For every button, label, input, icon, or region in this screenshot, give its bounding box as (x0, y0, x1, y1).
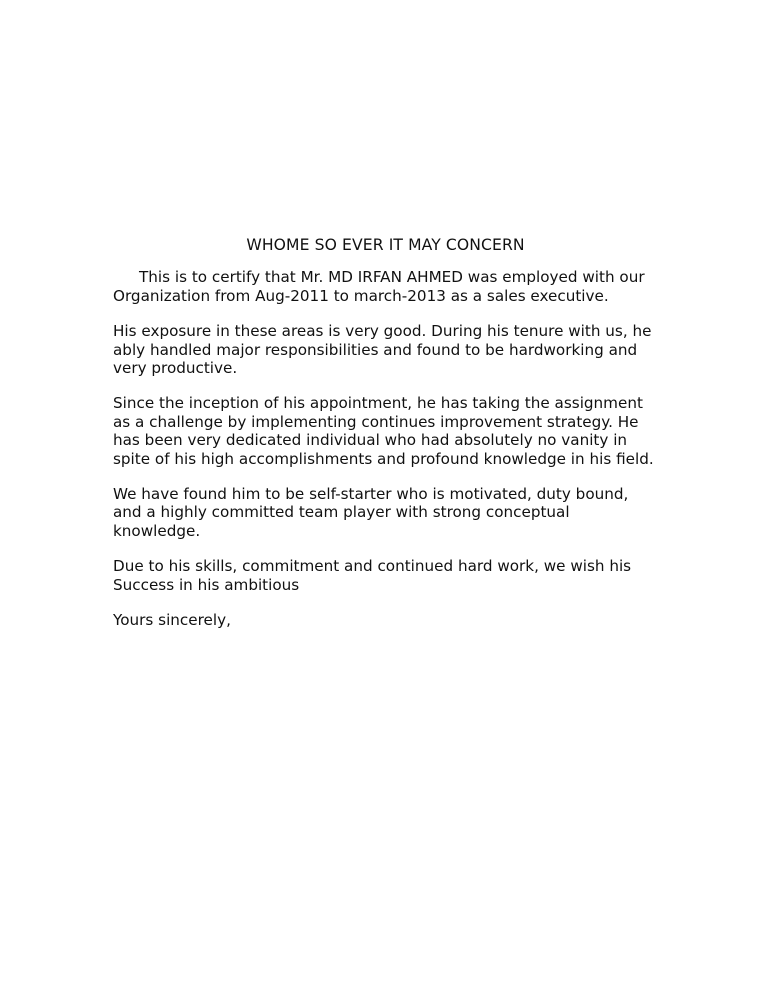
letter-body (113, 236, 658, 630)
paragraph-certification: This is to certify that Mr. MD IRFAN AHMED was employed with our Organization from Aug-2011 to march-2013 as a sales executive. (113, 268, 645, 305)
paragraph-inception: Since the inception of his appointment, he has taking the assignment as a challenge by implementing continues improvement strategy. He has been very dedicated individual who had absolutely no vanity in spite of his high accomplishments and profound knowledge in his field. (113, 394, 654, 468)
paragraph-exposure: His exposure in these areas is very good. During his tenure with us, he ably handled major responsibilities and found to be hardworking and very productive. (113, 322, 652, 378)
paragraph-wishes: Due to his skills, commitment and continued hard work, we wish his Success in his ambitious (113, 557, 632, 594)
letter-title: WHOME SO EVER IT MAY CONCERN (246, 236, 525, 254)
letter-closing: Yours sincerely, (113, 611, 231, 630)
paragraph-self-starter: We have found him to be self-starter who is motivated, duty bound, and a highly committed team player with strong conceptual knowledge. (113, 485, 629, 540)
